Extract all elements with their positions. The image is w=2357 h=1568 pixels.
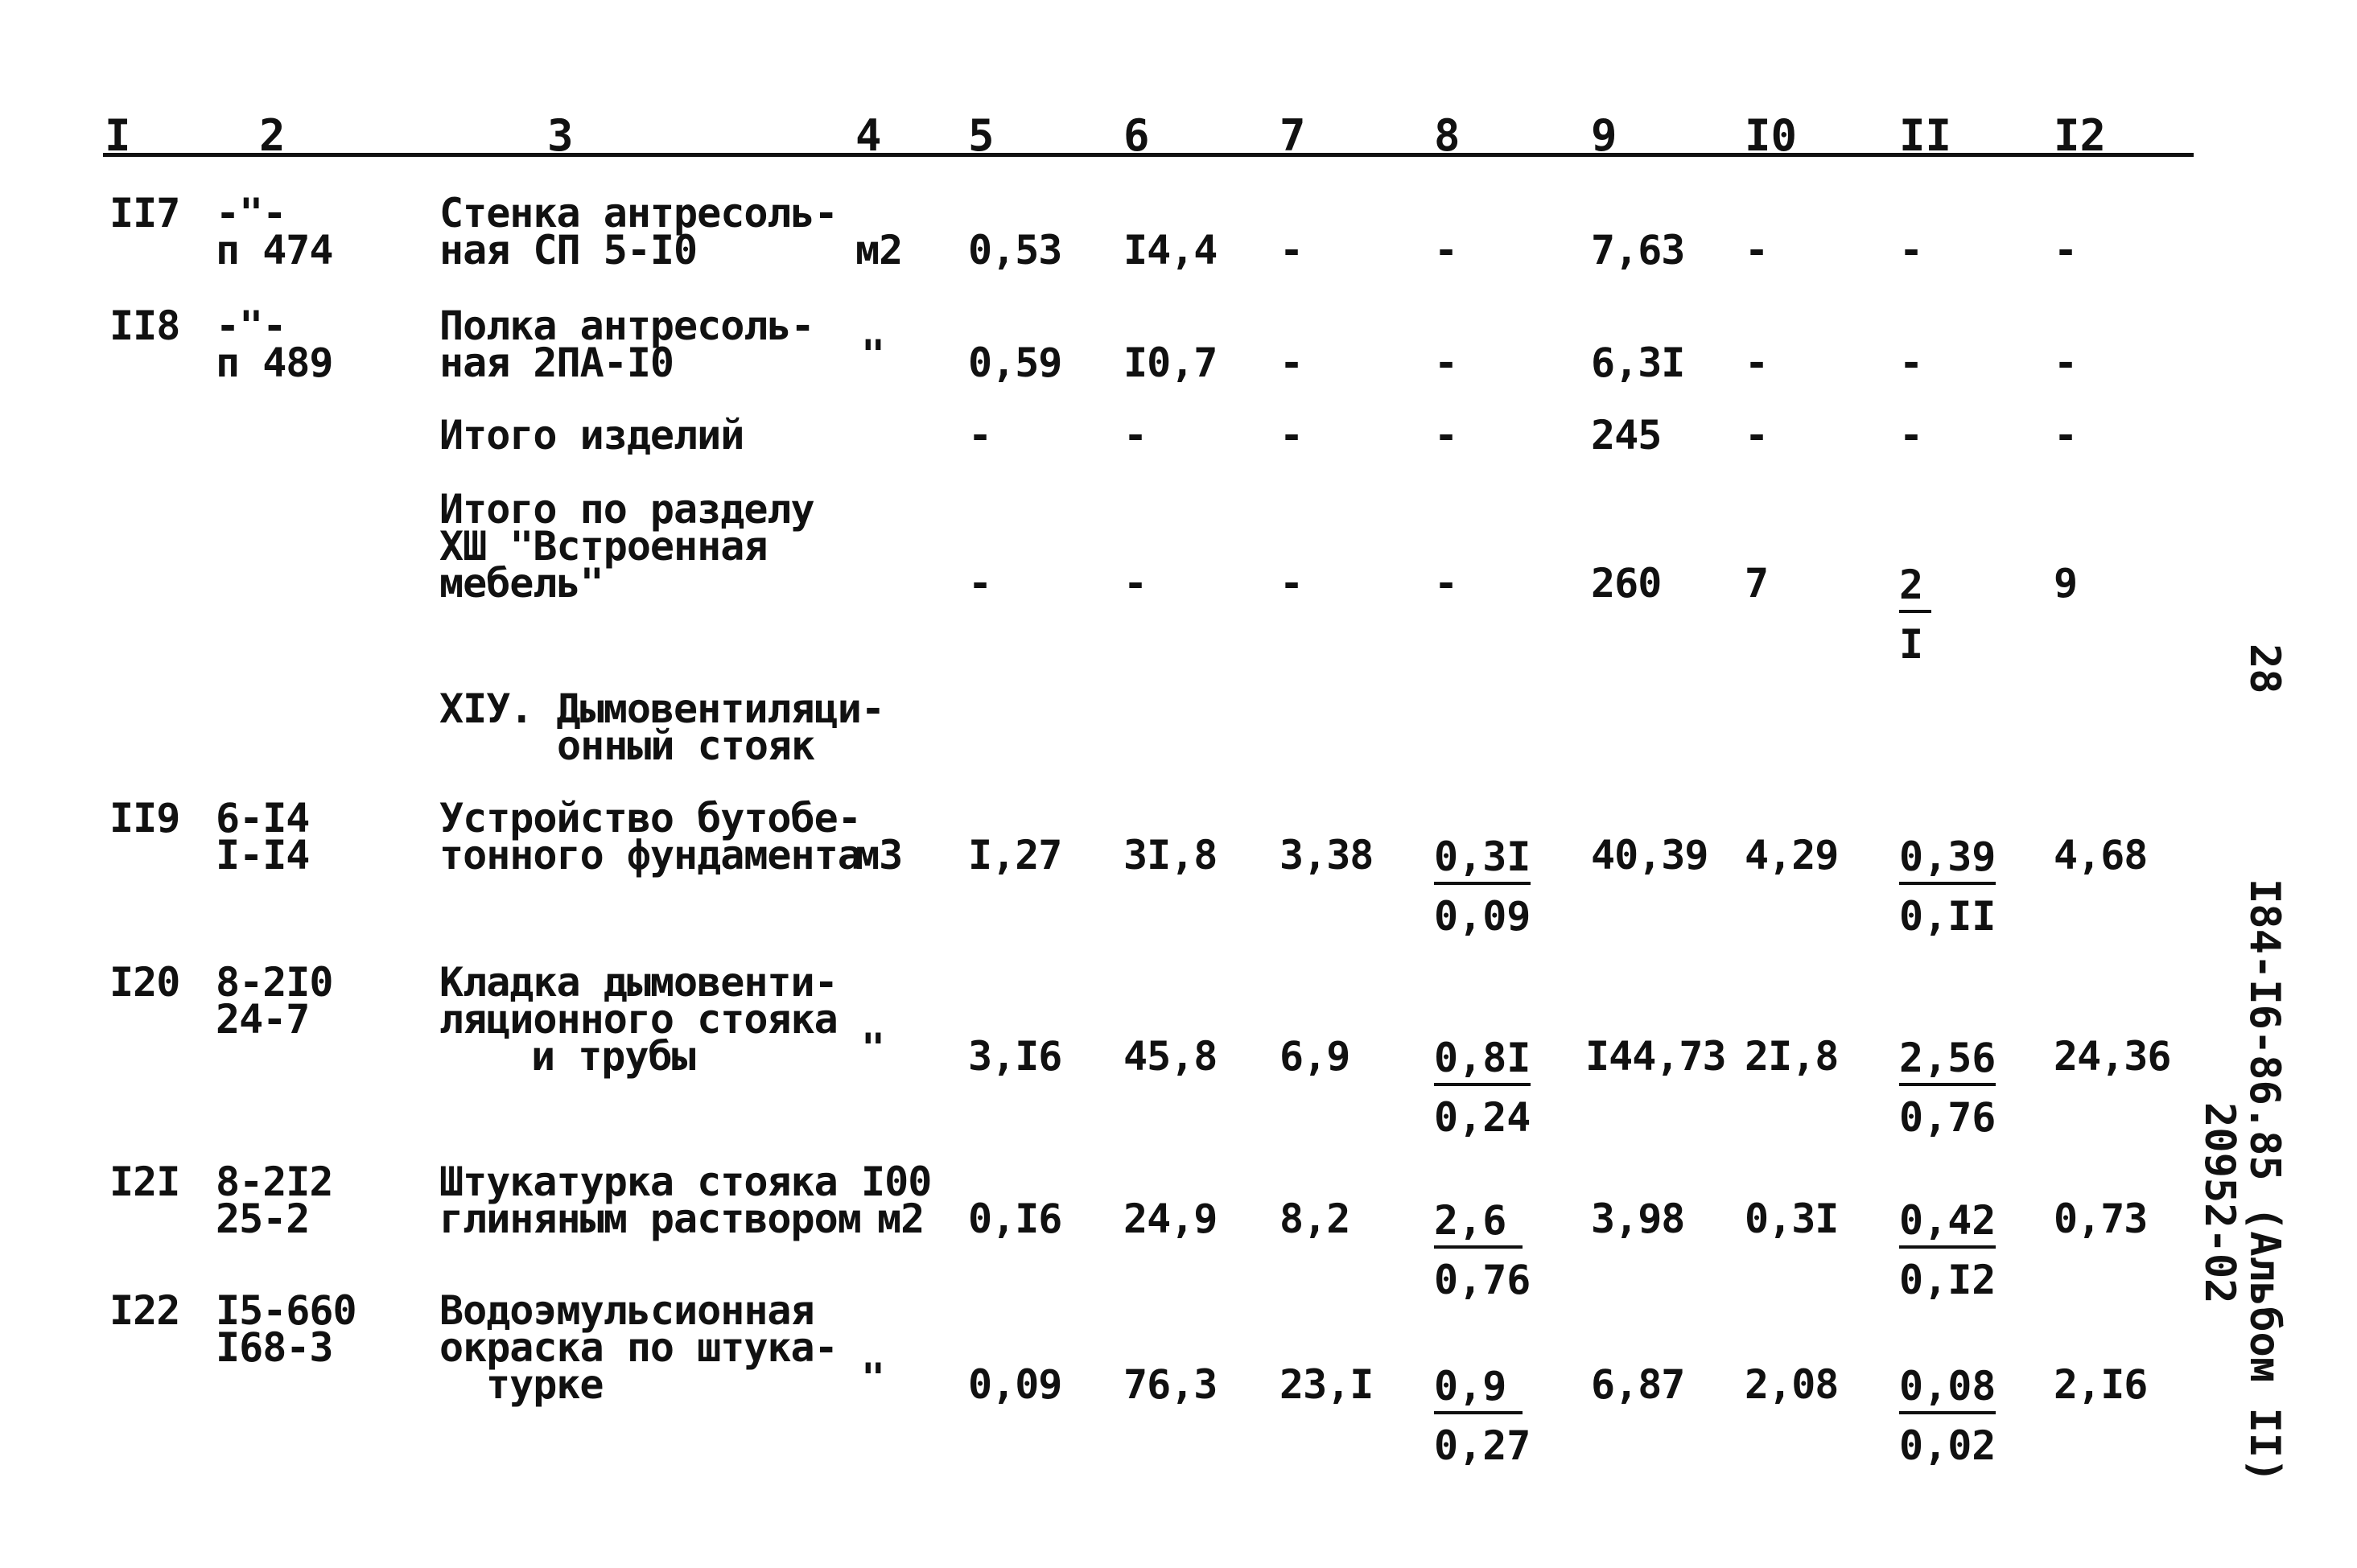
- cell-col7: 3,38: [1279, 832, 1374, 879]
- row-number: I2I: [109, 1159, 180, 1205]
- item-name: турке: [486, 1361, 604, 1408]
- cell-col10: 0,3I: [1745, 1196, 1839, 1242]
- cell-col11: -: [1899, 227, 1923, 274]
- cell-col9: I44,73: [1585, 1033, 1726, 1080]
- section-title-line: онный стояк: [557, 722, 815, 769]
- header-col-2: 2: [259, 110, 286, 161]
- fraction-denominator: 0,27: [1434, 1422, 1531, 1469]
- fraction-numerator: 0,42: [1899, 1200, 1996, 1249]
- cell-col11-fraction: [1899, 1035, 1996, 1141]
- cell-col6: -: [1123, 412, 1148, 459]
- item-name: Кладка дымовенти-: [439, 959, 838, 1006]
- unit: м2: [855, 227, 903, 274]
- norm-code: 25-2: [216, 1196, 310, 1242]
- cell-col5: 0,I6: [968, 1196, 1062, 1242]
- cell-col8: -: [1434, 340, 1458, 386]
- fraction-denominator: 0,76: [1434, 1257, 1531, 1303]
- norm-code: I-I4: [216, 832, 310, 879]
- header-rule: [103, 153, 2194, 157]
- cell-col10: 2I,8: [1745, 1033, 1839, 1080]
- fraction-denominator: 0,09: [1434, 893, 1531, 940]
- fraction-numerator: 0,3I: [1434, 837, 1531, 885]
- row-number: II7: [109, 190, 180, 237]
- cell-col12: -: [2054, 340, 2078, 386]
- cell-col10: 2,08: [1745, 1361, 1839, 1408]
- cell-col5: -: [968, 412, 992, 459]
- header-col-9: 9: [1591, 110, 1617, 161]
- cell-col5: 0,59: [968, 340, 1062, 386]
- row-number: I20: [109, 959, 180, 1006]
- item-name: ная 2ПА-I0: [439, 340, 674, 386]
- row-number: I22: [109, 1287, 180, 1334]
- cell-col8-fraction: [1434, 1035, 1531, 1141]
- cell-col9: 6,87: [1591, 1361, 1685, 1408]
- cell-col7: 6,9: [1279, 1033, 1350, 1080]
- cell-col10: 4,29: [1745, 832, 1839, 879]
- cell-col9: 245: [1591, 412, 1662, 459]
- cell-col12: 4,68: [2054, 832, 2148, 879]
- fraction-numerator: 0,39: [1899, 837, 1996, 885]
- unit: ": [861, 1025, 885, 1072]
- row-number: II8: [109, 302, 180, 349]
- cell-col11: -: [1899, 412, 1923, 459]
- cell-col11: -: [1899, 340, 1923, 386]
- item-name: Устройство бутобе-: [439, 795, 861, 842]
- fraction-denominator: 0,76: [1899, 1094, 1996, 1141]
- section-title-line: ХIУ. Дымовентиляци-: [439, 685, 884, 732]
- norm-code: -"-: [216, 190, 286, 237]
- norm-code: -"-: [216, 302, 286, 349]
- cell-col9: 3,98: [1591, 1196, 1685, 1242]
- item-name: Водоэмульсионная: [439, 1287, 814, 1334]
- cell-col5: 0,53: [968, 227, 1062, 274]
- fraction-numerator: 0,9: [1434, 1366, 1523, 1414]
- item-name: ляционного стояка: [439, 996, 838, 1043]
- cell-col6: I0,7: [1123, 340, 1218, 386]
- norm-code: I68-3: [216, 1324, 333, 1371]
- header-col-5: 5: [968, 110, 995, 161]
- fraction-denominator: 0,I2: [1899, 1257, 1996, 1303]
- cell-col8-fraction: [1434, 1363, 1531, 1469]
- cell-col7: -: [1279, 227, 1304, 274]
- cell-col8: -: [1434, 412, 1458, 459]
- fraction-numerator: 2,56: [1899, 1038, 1996, 1086]
- cell-col6: I4,4: [1123, 227, 1218, 274]
- cell-col6: -: [1123, 560, 1148, 607]
- cell-col12: -: [2054, 227, 2078, 274]
- cell-col5: I,27: [968, 832, 1062, 879]
- item-name: Полка антресоль-: [439, 302, 814, 349]
- cell-col11-fraction: [1899, 562, 1996, 668]
- unit: ": [861, 331, 885, 378]
- cell-col9: 260: [1591, 560, 1662, 607]
- fraction-numerator: 0,8I: [1434, 1038, 1531, 1086]
- inventory-number: 20952-02: [2195, 1102, 2244, 1304]
- item-name: тонного фундамента: [439, 832, 861, 879]
- cell-col8: -: [1434, 227, 1458, 274]
- cell-col10: -: [1745, 340, 1769, 386]
- item-name: глиняным раствором: [439, 1196, 861, 1242]
- cell-col7: 8,2: [1279, 1196, 1350, 1242]
- cell-col5: 0,09: [968, 1361, 1062, 1408]
- norm-code: 8-2I2: [216, 1159, 333, 1205]
- item-name: ная СП 5-I0: [439, 227, 698, 274]
- header-col-11: II: [1899, 110, 1952, 161]
- cell-col12: 9: [2054, 560, 2078, 607]
- item-name: и трубы: [531, 1033, 695, 1080]
- cell-col5: -: [968, 560, 992, 607]
- fraction-numerator: 2: [1899, 565, 1931, 613]
- fraction-numerator: 2,6: [1434, 1200, 1523, 1249]
- fraction-denominator: 0,24: [1434, 1094, 1531, 1141]
- cell-col7: 23,I: [1279, 1361, 1374, 1408]
- item-name: ХШ "Встроенная: [439, 523, 768, 570]
- cell-col11-fraction: [1899, 1197, 1996, 1303]
- cell-col12: 2,I6: [2054, 1361, 2148, 1408]
- header-col-10: I0: [1745, 110, 1798, 161]
- cell-col12: 0,73: [2054, 1196, 2148, 1242]
- cell-col9: 7,63: [1591, 227, 1685, 274]
- item-name: окраска по штука-: [439, 1324, 838, 1371]
- item-name: Штукатурка стояка: [439, 1159, 838, 1205]
- cell-col6: 76,3: [1123, 1361, 1218, 1408]
- cell-col8: -: [1434, 560, 1458, 607]
- cell-col6: 24,9: [1123, 1196, 1218, 1242]
- norm-code: 6-I4: [216, 795, 310, 842]
- fraction-denominator: 0,02: [1899, 1422, 1996, 1469]
- cell-col8-fraction: [1434, 1197, 1531, 1303]
- cell-col11-fraction: [1899, 833, 1996, 940]
- cell-col12: -: [2054, 412, 2078, 459]
- cell-col7: -: [1279, 560, 1304, 607]
- cell-col12: 24,36: [2054, 1033, 2171, 1080]
- cell-col9: 40,39: [1591, 832, 1708, 879]
- item-name: Итого изделий: [439, 412, 744, 459]
- header-col-1: I: [105, 110, 131, 161]
- cell-col7: -: [1279, 412, 1304, 459]
- cell-col11-fraction: [1899, 1363, 1996, 1469]
- unit: I00: [861, 1159, 932, 1205]
- cell-col10: -: [1745, 412, 1769, 459]
- header-col-8: 8: [1434, 110, 1461, 161]
- page-number: 28: [2240, 644, 2289, 694]
- cell-col5: 3,I6: [968, 1033, 1062, 1080]
- unit: м3: [855, 832, 903, 879]
- row-number: II9: [109, 795, 180, 842]
- norm-code: п 489: [216, 340, 333, 386]
- header-col-12: I2: [2054, 110, 2107, 161]
- cell-col9: 6,3I: [1591, 340, 1685, 386]
- document-code: I84-I6-86.85 (Альбом II): [2240, 879, 2289, 1484]
- item-name: Итого по разделу: [439, 486, 814, 533]
- cell-col7: -: [1279, 340, 1304, 386]
- header-col-7: 7: [1279, 110, 1306, 161]
- norm-code: 8-2I0: [216, 959, 333, 1006]
- cell-col6: 3I,8: [1123, 832, 1218, 879]
- fraction-denominator: I: [1899, 621, 1924, 668]
- header-col-4: 4: [855, 110, 882, 161]
- unit: ": [861, 1355, 885, 1401]
- item-name: мебель": [439, 560, 604, 607]
- cell-col10: 7: [1745, 560, 1769, 607]
- norm-code: I5-660: [216, 1287, 356, 1334]
- header-col-6: 6: [1123, 110, 1150, 161]
- cell-col8-fraction: [1434, 833, 1531, 940]
- unit: м2: [877, 1196, 925, 1242]
- fraction-denominator: 0,II: [1899, 893, 1996, 940]
- fraction-numerator: 0,08: [1899, 1366, 1996, 1414]
- cell-col10: -: [1745, 227, 1769, 274]
- header-col-3: 3: [547, 110, 574, 161]
- item-name: Стенка антресоль-: [439, 190, 838, 237]
- cell-col6: 45,8: [1123, 1033, 1218, 1080]
- norm-code: п 474: [216, 227, 333, 274]
- norm-code: 24-7: [216, 996, 310, 1043]
